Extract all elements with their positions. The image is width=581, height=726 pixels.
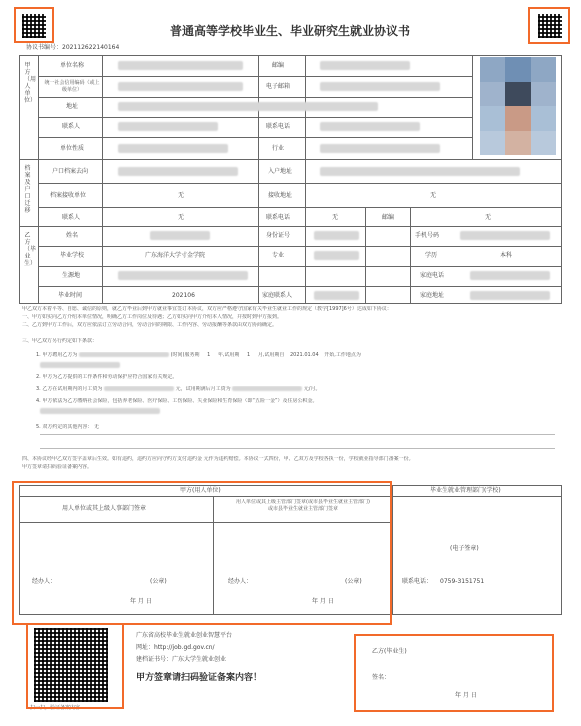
phone-label: 联系电话 xyxy=(266,123,291,130)
major-redacted xyxy=(314,251,359,260)
home-phone-redacted xyxy=(470,271,550,280)
unit-nature-label: 单位性质 xyxy=(60,145,85,152)
agreement-no-label: 协议书编号： xyxy=(26,44,63,51)
student-mobile-redacted xyxy=(460,231,550,240)
note-line-1 xyxy=(22,456,560,463)
school-phone xyxy=(402,578,484,586)
archive-addr-value: 无 xyxy=(430,192,437,199)
employer-date: 年 月 日 xyxy=(130,598,152,605)
clause-1-b: (时间)服务期 xyxy=(170,352,200,358)
student-id-redacted xyxy=(314,231,359,240)
credit-code-label: 统一社会信用编码（或上级单位） xyxy=(44,80,100,93)
scan-caption: 扫一扫，验证备案内容 xyxy=(30,705,81,711)
major-label: 专业 xyxy=(272,252,285,259)
phone-redacted xyxy=(320,122,420,131)
birthplace-redacted xyxy=(118,271,248,280)
employer-agent-label: 经办人： xyxy=(32,578,57,585)
website-label: 网址： xyxy=(136,644,155,651)
school-label: 毕业学校 xyxy=(60,252,85,259)
email-redacted xyxy=(320,82,440,91)
degree-label: 学历 xyxy=(425,252,438,259)
intro-paragraph-3: 二、乙方到甲方工作后，双方应依法订立劳动合同，劳动合同的期限、工作内容、劳动报酬等条款由双方协商确定。 xyxy=(22,322,278,328)
verify-qr-highlight xyxy=(26,623,124,709)
gov-header-line-1: 用人单位或其上级主管部门签章(或市县毕业生就业主管部门) xyxy=(236,499,370,505)
address-redacted xyxy=(118,102,378,111)
archive-postcode-label: 邮编 xyxy=(382,214,395,221)
work-location-redacted xyxy=(40,362,120,368)
clause-4: 4. 甲方依法为乙方缴纳社会保险，包括养老保险、医疗保险、工伤保险、失业保险和生育保险（即“五险一金”）及住房公积金。 xyxy=(36,398,318,404)
archive-phone-label: 联系电话 xyxy=(266,214,291,221)
unit-nature-redacted xyxy=(118,144,228,153)
student-name-label: 姓名 xyxy=(66,232,79,239)
signature-highlight xyxy=(12,481,392,625)
hukou-label: 户口档案去向 xyxy=(52,168,89,175)
industry-label: 行业 xyxy=(272,145,285,152)
clause-5-a: 5. 双方约定的其他内容： xyxy=(36,424,93,430)
clause-1-h: 开始,工作地点为 xyxy=(324,352,361,358)
address-label: 地址 xyxy=(66,103,79,110)
clause-1-a: 1. 甲方聘用乙方为 xyxy=(36,352,78,358)
grad-time-label: 毕业时间 xyxy=(58,292,83,299)
note-2: 元作为违约赔偿。本协议一式四份，甲、乙双方及学校各执一份，学校就业指导部门备案一份。 xyxy=(203,456,414,462)
employer-seal-label: (公章) xyxy=(150,578,167,585)
clause-1-g: 2021.01.04 xyxy=(290,352,319,358)
intro-paragraph-2: 一、甲方如实向乙方介绍本单位情况，明确乙方工作岗位及待遇；乙方如实向甲方介绍本人情况，并按时到甲方报到。 xyxy=(22,314,283,320)
platform-line: 广东省高校毕业生就业创业智慧平台 xyxy=(136,632,233,639)
clause-1 xyxy=(36,352,560,359)
intro-paragraph-4: 三、甲乙双方另行约定如下条款： xyxy=(22,338,98,344)
clause-5 xyxy=(36,424,560,431)
top-left-qr-highlight xyxy=(14,7,54,43)
student-name-redacted xyxy=(150,231,210,240)
student-mobile-label: 手机号码 xyxy=(415,232,440,239)
degree-value: 本科 xyxy=(500,252,513,259)
postcode-redacted xyxy=(320,61,410,70)
gov-header-line-2: 或市县毕业生就业主管部门签章 xyxy=(267,506,338,512)
clause-3-c: 元/月。 xyxy=(303,386,321,392)
archive-addr-label: 接收地址 xyxy=(268,192,293,199)
unit-name-redacted xyxy=(118,61,243,70)
clause-3 xyxy=(36,386,560,393)
hukou-addr-label: 入户地址 xyxy=(268,168,293,175)
agreement-no xyxy=(26,44,119,52)
home-addr-redacted xyxy=(470,291,550,300)
agreement-no-value: 202112622140164 xyxy=(62,44,120,51)
contact-label: 联系人 xyxy=(62,123,81,130)
student-section-label: 乙方（毕业生） xyxy=(24,232,37,267)
credit-code-redacted xyxy=(118,82,243,91)
gov-seal-label: (公章) xyxy=(345,578,362,585)
intro-paragraph-1: 甲乙双方本着平等、自愿、诚信的原则，就乙方毕业后到甲方就业事宜签订本协议，双方应严格遵守国家有关毕业生就业工作的规定（教学[1997]6号）达成如下协议： xyxy=(22,306,392,312)
home-addr-label: 家庭地址 xyxy=(420,292,445,299)
student-photo xyxy=(480,57,556,155)
archive-unit-label: 档案接收单位 xyxy=(50,192,87,199)
page-title: 普通高等学校毕业生、毕业研究生就业协议书 xyxy=(169,24,410,38)
filing-value: 广东大学生就业创业 xyxy=(172,656,227,663)
clause-3-b: 元，试用期满后月工资为 xyxy=(175,386,231,392)
clause-1-c: 1 xyxy=(207,352,211,358)
hukou-redacted xyxy=(118,167,238,176)
grad-time-value: 202106 xyxy=(172,292,195,299)
unit-name-label: 单位名称 xyxy=(60,62,85,69)
party-b-label: 乙方(毕业生) xyxy=(372,648,407,655)
home-phone-label: 家庭电话 xyxy=(420,272,445,279)
archive-phone-value: 无 xyxy=(332,214,339,221)
postcode-label: 邮编 xyxy=(272,62,285,69)
contact-redacted xyxy=(118,122,218,131)
clause-1-f: 月,试用期自 xyxy=(257,352,285,358)
scan-note: 甲方签章请扫码验证备案内容！ xyxy=(136,673,263,683)
note-1: 四、本协议经甲乙双方签字盖章后生效。如有违约，违约方应向守约方支付违约金 xyxy=(22,456,203,462)
archive-contact-label: 联系人 xyxy=(62,214,81,221)
employer-section-label: 甲方（用人单位） xyxy=(24,62,37,104)
student-id-label: 身份证号 xyxy=(266,232,291,239)
clause-2: 2. 甲方为乙方提供的工作条件和劳动保护应符合国家有关规定。 xyxy=(36,374,178,380)
birthplace-label: 生源地 xyxy=(62,272,81,279)
school-value: 广东海洋大学寸金学院 xyxy=(145,252,206,259)
top-right-qr-highlight xyxy=(528,7,570,44)
party-b-date: 年 月 日 xyxy=(455,692,477,699)
archive-unit-value: 无 xyxy=(178,192,185,199)
clause-1-d: 年,试用期 xyxy=(217,352,240,358)
clause-1-e: 1 xyxy=(247,352,251,358)
note-line-2: 甲方签章请扫码验证备案内容。 xyxy=(22,464,93,470)
email-label: 电子邮箱 xyxy=(266,83,291,90)
archive-postcode-value: 无 xyxy=(485,214,492,221)
employer-hr-header: 用人单位或其上级人事部门签章 xyxy=(62,505,147,512)
school-phone-label: 联系电话： xyxy=(402,578,433,585)
gov-agent-label: 经办人： xyxy=(228,578,253,585)
clause-5-b: 无 xyxy=(93,424,99,430)
school-header: 毕业生就业管理部门(学校) xyxy=(430,487,501,494)
filing-line xyxy=(136,656,226,664)
party-a-header: 甲方(用人单位) xyxy=(180,487,221,494)
filing-label: 建档证书号： xyxy=(136,656,173,663)
family-contact-redacted xyxy=(314,291,359,300)
clause-3-a: 3. 乙方在试用期内的月工资为 xyxy=(36,386,103,392)
school-phone-value: 0759-3151751 xyxy=(440,578,485,585)
party-b-sign-label: 签名： xyxy=(372,674,391,681)
party-b-highlight xyxy=(354,634,554,712)
archive-contact-value: 无 xyxy=(178,214,185,221)
industry-redacted xyxy=(320,144,440,153)
website-link[interactable]: http://job.gd.gov.cn/ xyxy=(154,644,215,651)
family-contact-label: 家庭联系人 xyxy=(262,292,293,299)
archive-section-label: 档案及户口迁移 xyxy=(24,165,31,214)
clause-4-extra-redacted xyxy=(40,408,160,414)
hukou-addr-redacted xyxy=(320,167,520,176)
gov-date: 年 月 日 xyxy=(312,598,334,605)
school-seal-label: (电子签章) xyxy=(450,545,479,552)
website-line xyxy=(136,644,215,652)
